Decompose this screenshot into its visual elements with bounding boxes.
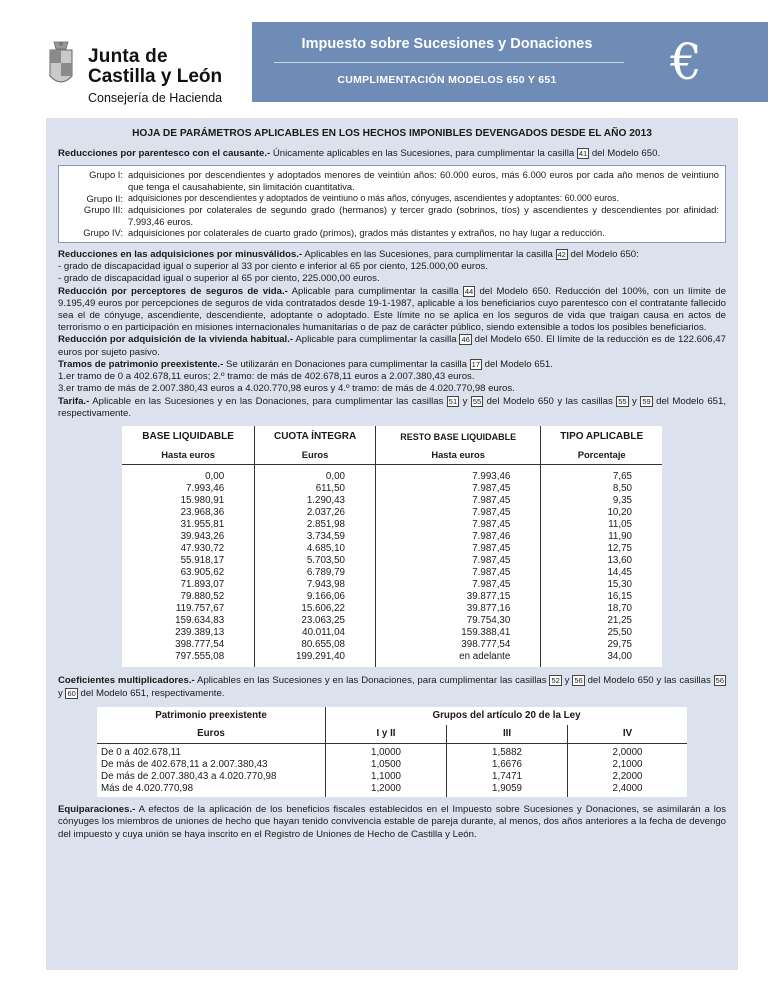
logo-department: Consejería de Hacienda [88, 91, 223, 105]
logo-line-1: Junta de [88, 46, 168, 67]
section-text: y [459, 395, 471, 407]
table-cell: 31.955,81 [180, 519, 225, 531]
table-cell: 14,45 [607, 567, 632, 579]
casilla-box: 56 [715, 676, 724, 686]
table-cell: 71.893,07 [180, 579, 225, 591]
parameters-panel [46, 118, 738, 970]
casilla-box: 17 [471, 359, 480, 369]
table-cell: 7.987,45 [472, 543, 511, 555]
section-text: y [628, 395, 641, 407]
grupo-row [65, 204, 719, 227]
section-label: Equiparaciones.- [58, 804, 136, 816]
casilla-box: 59 [642, 396, 651, 406]
table-cell: 7.987,45 [472, 507, 511, 519]
document-title: HOJA DE PARÁMETROS APLICABLES EN LOS HECHOS IMPONIBLES DEVENGADOS DESDE EL AÑO 2013 [132, 128, 652, 139]
table-cell: 23.968,36 [180, 507, 225, 519]
table-cell: 797.555,08 [175, 651, 225, 663]
table-cell: 21,25 [607, 615, 632, 627]
table-cell: 4.685,10 [306, 543, 345, 555]
table-cell: 7.943,98 [306, 579, 345, 591]
section-label: Coeficientes multiplicadores.- [58, 675, 195, 687]
base-column [122, 465, 255, 668]
header-divider [274, 62, 624, 63]
coeficientes-table [97, 707, 687, 797]
grupo-label: Grupo I: [89, 169, 123, 181]
table-cell: 398.777,54 [175, 639, 225, 651]
casilla-box: 52 [551, 676, 560, 686]
table-cell: 7.987,45 [472, 579, 511, 591]
casilla-box: 55 [472, 396, 482, 406]
table-cell: 0,00 [205, 471, 225, 483]
table-cell: 79.754,30 [466, 615, 511, 627]
coef-cell: 1,2000 [371, 783, 401, 795]
table-cell: 39.943,26 [180, 531, 225, 543]
section-text: Aplicable para cumplimentar la casilla [293, 334, 460, 346]
table-cell: 0,00 [325, 471, 345, 483]
table-cell: 12,75 [607, 543, 632, 555]
table-cell: 7.993,46 [472, 471, 511, 483]
table-cell: 159.634,83 [175, 615, 225, 627]
section-text: Aplicables en las Sucesiones, para cumplimentar la casilla [302, 249, 556, 261]
table-cell: 39.877,16 [466, 603, 511, 615]
table-cell: 7.987,46 [472, 531, 511, 543]
casilla-box: 51 [448, 396, 458, 406]
tramos-paragraph [58, 359, 726, 371]
section-text: del Modelo 651. [482, 358, 553, 370]
coef-cell: 1,0000 [371, 747, 401, 759]
casilla-box: 56 [574, 676, 583, 686]
section-text: y [58, 687, 66, 699]
table-row [97, 744, 687, 760]
table-cell: 199.291,40 [295, 651, 345, 663]
table-cell: 239.389,13 [175, 627, 225, 639]
minusvalidos-paragraph [58, 249, 726, 261]
grupo-label: Grupo III: [83, 204, 123, 216]
table-cell: 63.905,62 [180, 567, 225, 579]
section-text: Aplicable para cumplimentar la casilla [287, 285, 463, 297]
euro-icon: € [670, 33, 702, 91]
resto-column [375, 465, 540, 668]
table-cell: 611,50 [315, 483, 345, 495]
grupo-label: Grupo IV: [83, 227, 123, 239]
coef-cell: 1,9059 [447, 783, 568, 797]
table-cell: 23.063,25 [301, 615, 345, 627]
column-subheader: Porcentaje [541, 446, 662, 465]
table-cell: 29,75 [607, 639, 632, 651]
logo-line-2: Castilla y León [88, 66, 223, 87]
coef-cell: 1,5882 [447, 744, 568, 760]
minusvalidos-line-2: - grado de discapacidad igual o superior al 65 por ciento, 225.000,00 euros. [58, 273, 380, 285]
table-cell: 15.980,91 [180, 495, 225, 507]
table-row [97, 759, 687, 771]
coef-cell: 1,0500 [371, 759, 401, 771]
section-text: A efectos de la aplicación de los beneficios fiscales establecidos en el Impuesto sobre Sucesiones y Donaciones, se asimilarán a los cónyuges los miembros de uniones de hecho que hayan tenido convivencia estable de pareja durante, al menos, dos años anteriores a la fecha de devengo del impuesto y cuya unión se haya inscrito en el Registro de Uniones de Hecho de Castilla y León. [58, 804, 726, 840]
coat-of-arms-icon [44, 40, 78, 90]
table-cell: 11,05 [608, 519, 632, 531]
column-header: CUOTA ÍNTEGRA [255, 426, 376, 446]
column-header: TIPO APLICABLE [541, 426, 662, 446]
table-cell: 159.388,41 [461, 627, 511, 639]
column-header: RESTO BASE LIQUIDABLE [375, 426, 540, 446]
column-subheader: Hasta euros [122, 446, 255, 465]
table-cell: 13,60 [607, 555, 632, 567]
table-cell: 119.757,67 [175, 603, 225, 615]
section-label: Tramos de patrimonio preexistente.- [58, 358, 224, 370]
table-cell: 9.166,06 [306, 591, 345, 603]
coef-cell: 2,1000 [568, 759, 687, 771]
group-col-header: I y II [326, 725, 447, 744]
table-cell: 7.993,46 [186, 483, 225, 495]
table-row [97, 771, 687, 783]
table-cell: 25,50 [607, 627, 632, 639]
table-cell: 2.037,26 [306, 507, 345, 519]
section-text: del Modelo 650 y las casillas [483, 395, 617, 407]
table-cell: en adelante [459, 651, 511, 663]
group-col-header: III [447, 725, 568, 744]
table-cell: 34,00 [607, 651, 632, 663]
table-cell: 6.789,79 [306, 567, 345, 579]
coef-cell: 1,6676 [447, 759, 568, 771]
patrimonio-header: Patrimonio preexistente [97, 707, 326, 725]
cuota-column [255, 465, 376, 668]
section-text: Aplicables en las Sucesiones y en las Donaciones, para cumplimentar las casillas [194, 675, 550, 687]
table-cell: 9,35 [612, 495, 632, 507]
junta-logo [40, 38, 250, 108]
table-cell: 2.851,98 [306, 519, 345, 531]
column-subheader: Hasta euros [375, 446, 540, 465]
casilla-box: 46 [461, 335, 470, 345]
tarifa-table [122, 426, 662, 667]
section-text: Únicamente aplicables en las Sucesiones, para cumplimentar la casilla [270, 148, 577, 160]
section-text: y [561, 675, 573, 687]
vivienda-paragraph [58, 334, 726, 358]
patrimonio-cell: De más de 2.007.380,43 a 4.020.770,98 [97, 771, 326, 783]
coef-cell: 2,4000 [568, 783, 687, 797]
table-row [122, 465, 662, 668]
table-cell: 398.777,54 [461, 639, 511, 651]
group-col-header: IV [568, 725, 687, 744]
table-cell: 3.734,59 [306, 531, 345, 543]
coef-cell: 2,0000 [568, 744, 687, 760]
patrimonio-cell: Más de 4.020.770,98 [97, 783, 326, 797]
grupo-text: adquisiciones por descendientes y adoptados de veintiuno o más años, cónyuges, ascendientes y adoptantes: 60.000 euros. [128, 192, 619, 203]
grupo-text: adquisiciones por descendientes y adoptados menores de veintiún años: 60.000 euros, más 6.000 euros por cada año menos de veintiuno que tenga el causahabiente, sin limitación cuantitativa. [128, 169, 719, 193]
coef-cell: 1,1000 [371, 771, 401, 783]
section-text: del Modelo 650. Reducción del 100%, con un límite de 9.195,49 euros por percepciones de seguros de vida contratados desde 19-1-1987, aplicable a los beneficiarios cuyo parentesco con el contratante fallecido sea el de cónyuge, ascendiente, descendiente, adoptante o adoptado. Este límite no se aplica en los seguros de vida que traigan causa en actos de terrorismo o en participación en misiones internacionales humanitarias o de paz de carácter público, siendo extensible a todos los posibles beneficiarios. [58, 285, 726, 334]
patrimonio-cell: De más de 402.678,11 a 2.007.380,43 [97, 759, 326, 771]
section-label: Reducciones por parentesco con el causante.- [58, 148, 271, 160]
section-text: del Modelo 650. [589, 148, 661, 160]
table-cell: 40.011,04 [302, 627, 345, 639]
coeficientes-paragraph [58, 675, 726, 699]
table-cell: 80.655,08 [301, 639, 345, 651]
section-text: del Modelo 651, respectivamente. [58, 395, 726, 419]
tarifa-paragraph [58, 396, 726, 420]
coef-cell: 2,2000 [568, 771, 687, 783]
table-cell: 7.987,45 [472, 483, 511, 495]
table-cell: 15.606,22 [301, 603, 345, 615]
table-cell: 1.290,43 [306, 495, 345, 507]
column-subheader: Euros [255, 446, 376, 465]
tipo-column [541, 465, 662, 668]
patrimonio-cell: De 0 a 402.678,11 [97, 744, 326, 760]
table-cell: 18,70 [607, 603, 632, 615]
grupos-header: Grupos del artículo 20 de la Ley [432, 709, 581, 721]
casilla-box: 41 [578, 149, 588, 159]
table-cell: 10,20 [607, 507, 632, 519]
table-cell: 47.930,72 [180, 543, 225, 555]
table-cell: 7,65 [612, 471, 632, 483]
grupos-box [58, 165, 726, 243]
table-cell: 15,30 [607, 579, 632, 591]
casilla-box: 44 [464, 286, 474, 296]
table-cell: 39.877,15 [466, 591, 511, 603]
section-text: del Modelo 651, respectivamente. [77, 687, 225, 699]
section-label: Reducciones en las adquisiciones por minusválidos.- [58, 249, 303, 261]
column-header: BASE LIQUIDABLE [142, 431, 234, 442]
seguros-paragraph [58, 286, 726, 335]
table-cell: 7.987,45 [472, 519, 511, 531]
grupo-row [65, 193, 719, 205]
tramos-line-2: 3.er tramo de más de 2.007.380,43 euros a 4.020.770,98 euros y 4.º tramo: de más de 4.020.770,98 euros. [58, 383, 515, 395]
table-cell: 8,50 [612, 483, 632, 495]
grupo-row [65, 169, 719, 192]
coef-cell: 1,7471 [447, 771, 568, 783]
document-body [58, 126, 726, 841]
table-cell: 5.703,50 [306, 555, 345, 567]
header-banner [252, 22, 768, 102]
grupo-label: Grupo II: [86, 192, 123, 204]
section-text: del Modelo 650: [567, 249, 639, 261]
section-text: del Modelo 650 y las casillas [584, 675, 714, 687]
casilla-box: 60 [67, 688, 76, 698]
section-text: Se utilizarán en Donaciones para cumplimentar la casilla [223, 358, 470, 370]
grupo-row [65, 227, 719, 239]
header-title: Impuesto sobre Sucesiones y Donaciones [301, 36, 593, 52]
section-label: Reducción por adquisición de la vivienda habitual.- [58, 334, 294, 346]
casilla-box: 42 [557, 250, 566, 259]
euros-header: Euros [97, 725, 326, 744]
tramos-line-1: 1.er tramo de 0 a 402.678,11 euros; 2.º tramo: de más de 402.678,11 euros a 2.007.380,43 euros. [58, 371, 475, 383]
section-label: Reducción por perceptores de seguros de vida.- [58, 285, 288, 297]
equiparaciones-paragraph [58, 804, 726, 841]
table-cell: 7.987,45 [472, 555, 511, 567]
minusvalidos-line-1: - grado de discapacidad igual o superior al 33 por ciento e inferior al 65 por ciento, 125.000,00 euros. [58, 261, 488, 273]
table-row [97, 783, 687, 797]
grupo-text: adquisiciones por colaterales de segundo grado (hermanos) y tercer grado (sobrinos, tíos) y ascendientes y descendientes por afinidad: 7.993,46 euros. [128, 204, 719, 227]
parentesco-paragraph [58, 148, 726, 160]
header-subtitle: CUMPLIMENTACIÓN MODELOS 650 Y 651 [337, 74, 557, 86]
table-cell: 16,15 [607, 591, 632, 603]
grupo-text: adquisiciones por colaterales de cuarto grado (primos), grados más distantes y extraños, no hay lugar a reducción. [128, 227, 605, 239]
section-text: Aplicable en las Sucesiones y en las Donaciones, para cumplimentar las casillas [89, 395, 447, 407]
casilla-box: 55 [618, 396, 627, 406]
table-cell: 11,90 [608, 531, 632, 543]
table-cell: 79.880,52 [180, 591, 225, 603]
section-text: del Modelo 650. El límite de la reducción es de 122.606,47 euros por sujeto pasivo. [58, 334, 726, 358]
table-cell: 7.987,45 [472, 567, 511, 579]
section-label: Tarifa.- [58, 395, 90, 407]
table-cell: 7.987,45 [472, 495, 511, 507]
table-cell: 55.918,17 [180, 555, 225, 567]
